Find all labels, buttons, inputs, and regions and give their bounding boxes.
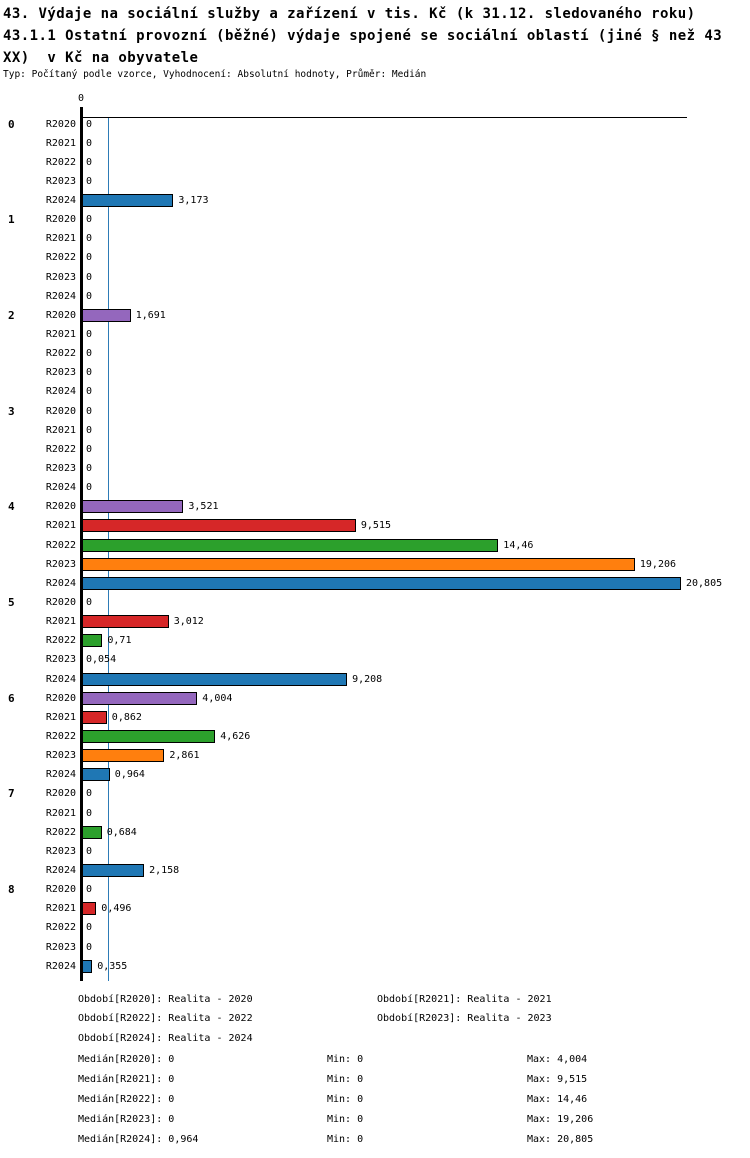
- series-row-label: R2024: [45, 864, 76, 876]
- series-row-label: R2020: [45, 788, 76, 800]
- bar-value-label: 0: [86, 845, 93, 857]
- group-label: 3: [8, 404, 15, 418]
- chart-row: [0, 268, 750, 287]
- series-row-label: R2021: [45, 424, 76, 436]
- group-label: 2: [8, 308, 15, 322]
- bar-r2023-group-6: [82, 749, 164, 762]
- series-row-label: R2020: [45, 118, 76, 130]
- bar-value-label: 0: [86, 175, 93, 187]
- series-row-label: R2024: [45, 386, 76, 398]
- bar-r2021-group-6: [82, 711, 107, 724]
- bar-r2020-group-6: [82, 692, 197, 705]
- chart-row: [0, 306, 750, 325]
- x-axis-tick-label: 0: [77, 93, 85, 104]
- bar-value-label: 0: [86, 463, 93, 475]
- bar-r2021-group-8: [82, 902, 96, 915]
- bar-value-label: 0,496: [101, 903, 132, 915]
- stat-max-label: Max: 20,805: [527, 1134, 594, 1145]
- chart-row: [0, 402, 750, 421]
- chart-row: [0, 478, 750, 497]
- group-label: 6: [8, 691, 15, 705]
- series-row-label: R2024: [45, 482, 76, 494]
- bar-r2024-group-6: [82, 768, 110, 781]
- legend-period-label: Období[R2024]: Realita - 2024: [78, 1033, 253, 1044]
- bar-value-label: 0,71: [107, 635, 132, 647]
- series-row-label: R2020: [45, 405, 76, 417]
- bar-value-label: 0: [86, 597, 93, 609]
- series-row-label: R2024: [45, 769, 76, 781]
- chart-row: [0, 938, 750, 957]
- chart-row: [0, 650, 750, 669]
- stat-max-label: Max: 14,46: [527, 1094, 588, 1105]
- series-row-label: R2021: [45, 520, 76, 532]
- bar-value-label: 4,626: [220, 731, 251, 742]
- chart-row: [0, 325, 750, 344]
- bar-value-label: 14,46: [503, 539, 534, 551]
- bar-value-label: 2,861: [169, 750, 200, 762]
- bar-value-label: 4,004: [202, 692, 233, 704]
- bar-value-label: 3,012: [173, 616, 204, 628]
- legend-period-label: Období[R2023]: Realita - 2023: [377, 1013, 552, 1024]
- chart-title-line-1: 43. Výdaje na sociální služby a zařízení v tis. Kč (k 31.12. sledovaného roku): [3, 6, 696, 22]
- group-label: 7: [8, 787, 15, 801]
- chart-row: [0, 229, 750, 248]
- bar-r2022-group-4: [82, 539, 498, 552]
- series-row-label: R2022: [45, 156, 76, 168]
- bar-r2023-group-4: [82, 558, 635, 571]
- bar-value-label: 3,521: [188, 501, 219, 513]
- bar-value-label: 0,862: [111, 711, 142, 723]
- series-row-label: R2023: [45, 654, 76, 666]
- bar-value-label: 1,691: [135, 309, 166, 321]
- stat-max-label: Max: 4,004: [527, 1054, 588, 1065]
- bar-value-label: 0: [86, 233, 93, 245]
- stat-min-label: Min: 0: [327, 1054, 364, 1065]
- series-row-label: R2022: [45, 731, 76, 742]
- bar-value-label: 0: [86, 118, 93, 130]
- chart-row: [0, 440, 750, 459]
- series-row-label: R2020: [45, 884, 76, 896]
- bar-value-label: 20,805: [686, 577, 723, 589]
- stat-min-label: Min: 0: [327, 1094, 364, 1105]
- bar-value-label: 0,964: [114, 769, 145, 781]
- series-row-label: R2022: [45, 348, 76, 360]
- chart-row: [0, 918, 750, 937]
- bar-value-label: 0: [86, 884, 93, 896]
- chart-row: [0, 957, 750, 976]
- bar-value-label: 0: [86, 386, 93, 398]
- bar-r2020-group-2: [82, 309, 131, 322]
- group-label: 0: [8, 117, 15, 131]
- bar-value-label: 2,158: [149, 864, 180, 876]
- stat-median-label: Medián[R2023]: 0: [78, 1114, 175, 1125]
- chart-row: [0, 689, 750, 708]
- bar-value-label: 0: [86, 348, 93, 360]
- chart-row: [0, 421, 750, 440]
- stat-min-label: Min: 0: [327, 1134, 364, 1145]
- chart-row: [0, 631, 750, 650]
- chart-row: [0, 344, 750, 363]
- stat-median-label: Medián[R2022]: 0: [78, 1094, 175, 1105]
- series-row-label: R2024: [45, 577, 76, 589]
- chart-row: [0, 574, 750, 593]
- chart-row: [0, 823, 750, 842]
- chart-row: [0, 899, 750, 918]
- stat-median-label: Medián[R2021]: 0: [78, 1074, 175, 1085]
- group-label: 4: [8, 500, 15, 514]
- series-row-label: R2024: [45, 290, 76, 302]
- chart-row: [0, 516, 750, 535]
- bar-r2021-group-4: [82, 519, 356, 532]
- series-row-label: R2021: [45, 711, 76, 723]
- legend-period-label: Období[R2020]: Realita - 2020: [78, 994, 253, 1005]
- series-row-label: R2024: [45, 195, 76, 207]
- series-row-label: R2021: [45, 616, 76, 628]
- bar-value-label: 0: [86, 329, 93, 341]
- bar-value-label: 9,208: [352, 673, 383, 685]
- series-row-label: R2023: [45, 463, 76, 475]
- chart-meta-line: Typ: Počítaný podle vzorce, Vyhodnocení: Absolutní hodnoty, Průměr: Medián: [3, 69, 427, 80]
- bar-r2024-group-7: [82, 864, 144, 877]
- bar-r2024-group-0: [82, 194, 173, 207]
- bar-value-label: 0: [86, 405, 93, 417]
- series-row-label: R2023: [45, 845, 76, 857]
- bar-value-label: 3,173: [178, 195, 209, 207]
- bar-r2024-group-8: [82, 960, 92, 973]
- chart-row: [0, 287, 750, 306]
- bar-value-label: 0: [86, 424, 93, 436]
- series-row-label: R2020: [45, 214, 76, 226]
- chart-row: [0, 172, 750, 191]
- group-label: 8: [8, 883, 15, 897]
- bar-value-label: 0: [86, 156, 93, 168]
- stat-min-label: Min: 0: [327, 1074, 364, 1085]
- legend-period-label: Období[R2022]: Realita - 2022: [78, 1013, 253, 1024]
- series-row-label: R2021: [45, 137, 76, 149]
- bar-r2022-group-6: [82, 730, 215, 743]
- chart-row: [0, 459, 750, 478]
- chart-row: [0, 804, 750, 823]
- series-row-label: R2020: [45, 692, 76, 704]
- bar-r2024-group-4: [82, 577, 681, 590]
- bar-value-label: 0: [86, 367, 93, 379]
- series-row-label: R2020: [45, 597, 76, 609]
- chart-row: [0, 248, 750, 267]
- chart-row: [0, 861, 750, 880]
- bar-value-label: 0: [86, 922, 93, 934]
- bar-value-label: 19,206: [639, 558, 677, 570]
- bar-value-label: 0: [86, 214, 93, 226]
- series-row-label: R2023: [45, 558, 76, 570]
- series-row-label: R2023: [45, 367, 76, 379]
- chart-row: [0, 134, 750, 153]
- chart-row: [0, 497, 750, 516]
- series-row-label: R2022: [45, 539, 76, 551]
- series-row-label: R2024: [45, 673, 76, 685]
- series-row-label: R2020: [45, 309, 76, 321]
- chart-row: [0, 191, 750, 210]
- chart-row: [0, 382, 750, 401]
- chart-title-line-2: 43.1.1 Ostatní provozní (běžné) výdaje spojené se sociální oblastí (jiné § než 43: [3, 28, 723, 44]
- bar-value-label: 0,054: [86, 654, 117, 666]
- series-row-label: R2024: [45, 960, 76, 972]
- bar-value-label: 0,355: [97, 960, 128, 972]
- chart-row: [0, 880, 750, 899]
- series-row-label: R2023: [45, 271, 76, 283]
- stat-min-label: Min: 0: [327, 1114, 364, 1125]
- bar-value-label: 0: [86, 443, 93, 455]
- bar-value-label: 0: [86, 941, 93, 953]
- series-row-label: R2021: [45, 807, 76, 819]
- chart-row: [0, 765, 750, 784]
- bar-value-label: 0: [86, 290, 93, 302]
- x-axis-line: [81, 117, 687, 118]
- bar-r2024-group-5: [82, 673, 347, 686]
- bar-r2020-group-4: [82, 500, 183, 513]
- chart-row: [0, 842, 750, 861]
- series-row-label: R2022: [45, 922, 76, 934]
- group-label: 1: [8, 213, 15, 227]
- y-axis-line: [80, 107, 83, 981]
- series-row-label: R2022: [45, 252, 76, 264]
- bar-value-label: 0,684: [106, 826, 137, 838]
- chart-row: [0, 363, 750, 382]
- chart-row: [0, 153, 750, 172]
- bar-value-label: 0: [86, 807, 93, 819]
- bar-r2022-group-7: [82, 826, 102, 839]
- chart-row: [0, 670, 750, 689]
- bar-value-label: 9,515: [360, 520, 391, 532]
- stat-median-label: Medián[R2020]: 0: [78, 1054, 175, 1065]
- chart-row: [0, 536, 750, 555]
- chart-row: [0, 555, 750, 574]
- chart-row: [0, 746, 750, 765]
- series-row-label: R2021: [45, 233, 76, 245]
- series-row-label: R2023: [45, 175, 76, 187]
- stat-max-label: Max: 19,206: [527, 1114, 594, 1125]
- series-row-label: R2021: [45, 329, 76, 341]
- chart-title-line-3: XX) v Kč na obyvatele: [3, 50, 199, 66]
- chart-row: [0, 593, 750, 612]
- series-row-label: R2023: [45, 941, 76, 953]
- bar-value-label: 0: [86, 271, 93, 283]
- bar-value-label: 0: [86, 137, 93, 149]
- chart-row: [0, 784, 750, 803]
- bar-value-label: 0: [86, 252, 93, 264]
- legend-period-label: Období[R2021]: Realita - 2021: [377, 994, 552, 1005]
- chart-row: [0, 210, 750, 229]
- series-row-label: R2022: [45, 826, 76, 838]
- group-label: 5: [8, 596, 15, 610]
- chart-row: [0, 727, 750, 746]
- bar-value-label: 0: [86, 482, 93, 494]
- series-row-label: R2020: [45, 501, 76, 513]
- series-row-label: R2023: [45, 750, 76, 762]
- bar-r2022-group-5: [82, 634, 102, 647]
- chart-row: [0, 612, 750, 631]
- chart-row: [0, 708, 750, 727]
- stat-max-label: Max: 9,515: [527, 1074, 588, 1085]
- bar-chart: [0, 115, 750, 976]
- series-row-label: R2022: [45, 443, 76, 455]
- series-row-label: R2022: [45, 635, 76, 647]
- bar-r2021-group-5: [82, 615, 169, 628]
- bar-value-label: 0: [86, 788, 93, 800]
- stat-median-label: Medián[R2024]: 0,964: [78, 1134, 199, 1145]
- series-row-label: R2021: [45, 903, 76, 915]
